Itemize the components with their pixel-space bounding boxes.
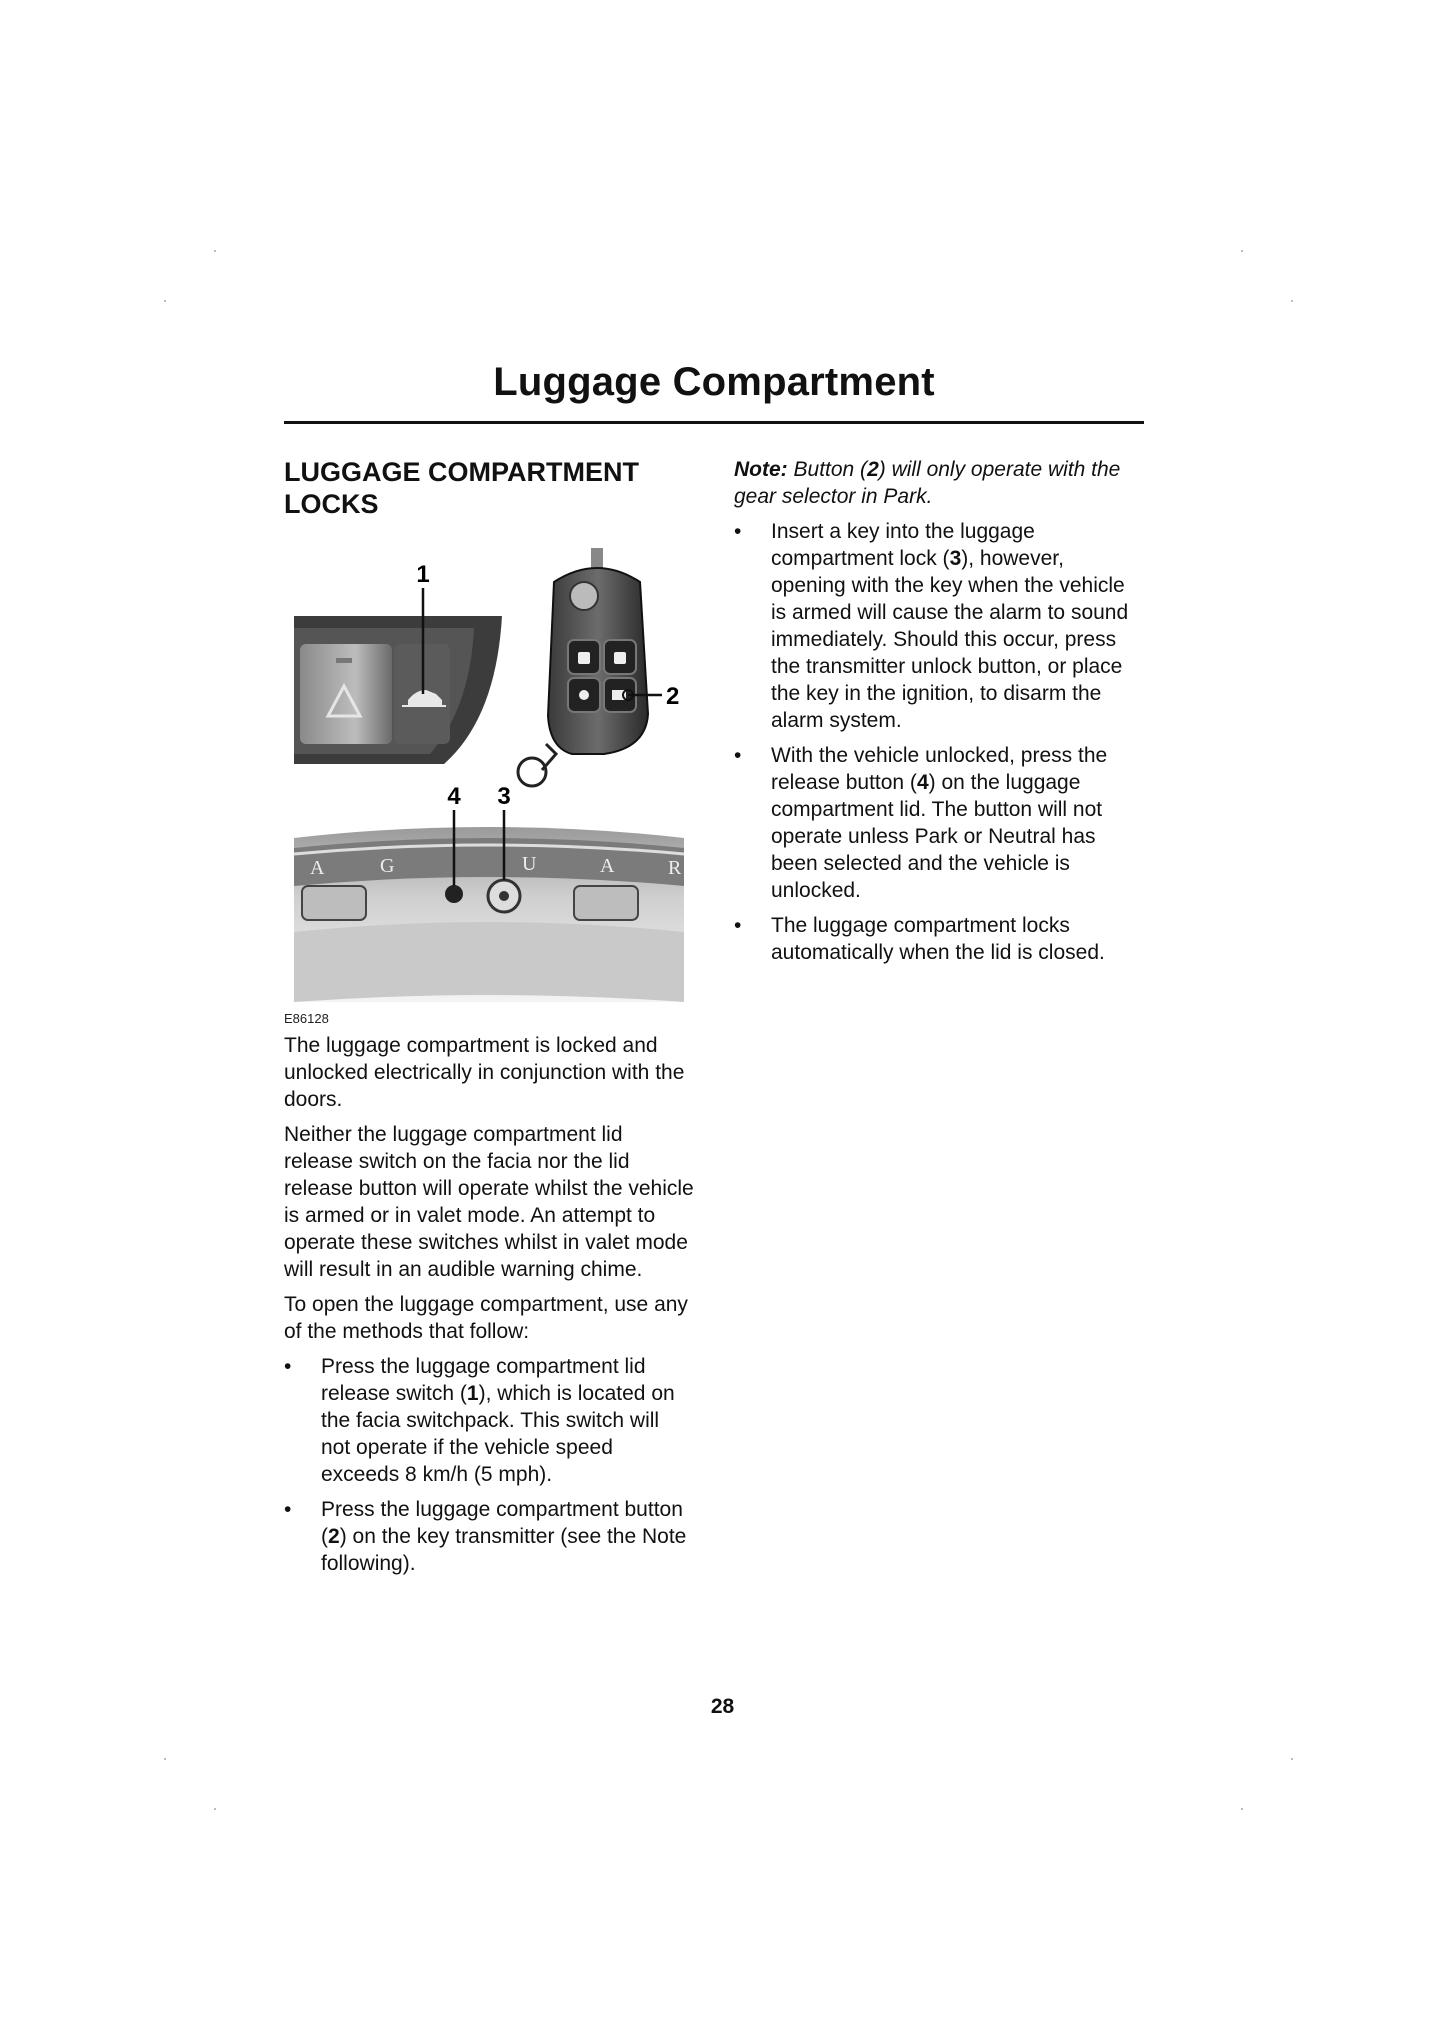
page-title: Luggage Compartment	[493, 360, 935, 404]
callout-3: 3	[497, 783, 511, 810]
trim-mark	[164, 300, 166, 302]
note-label: Note:	[734, 458, 788, 481]
paragraph: To open the luggage compartment, use any of the methods that follow:	[284, 1293, 688, 1343]
trim-mark	[164, 1758, 166, 1760]
section-heading	[284, 456, 704, 520]
bullet: •	[284, 1355, 292, 1378]
paragraph: Neither the luggage compartment lid release switch on the facia nor the lid release button will operate whilst the vehicle is armed or in valet mode. An attempt to operate these switches whilst in valet mode will result in an audible warning chime.	[284, 1123, 694, 1281]
section-heading-line1: LUGGAGE COMPARTMENT	[284, 457, 639, 487]
bullet: •	[734, 520, 742, 543]
figure-caption: E86128	[284, 1011, 329, 1026]
luggage-lid	[294, 827, 684, 1002]
facia-switchpack	[294, 616, 502, 764]
badge-letter: G	[380, 855, 395, 877]
badge-letter: A	[600, 855, 615, 877]
list-item: • Press the luggage compartment button (2) on the key transmitter (see the Note following).	[284, 1498, 687, 1575]
section-heading-line2: LOCKS	[284, 489, 379, 519]
badge-letter: R	[668, 857, 682, 879]
bullet: •	[734, 914, 742, 937]
right-column	[734, 456, 1144, 974]
left-column	[284, 1032, 694, 1585]
trim-mark	[1241, 1808, 1243, 1810]
paragraph: The luggage compartment is locked and unlocked electrically in conjunction with the doors.	[284, 1034, 685, 1111]
badge-letter: A	[310, 857, 325, 879]
illustration-svg	[284, 548, 694, 1024]
page-number: 28	[710, 1695, 735, 1718]
luggage-lock-illustration	[284, 548, 694, 1024]
list-item: • Insert a key into the luggage compartment lock (3), however, opening with the key when the vehicle is armed will cause the alarm to sound immediately. Should this occur, press the transmitter unlock button, or place the key in the ignition, to disarm the alarm system.	[734, 520, 1129, 732]
trim-mark	[1241, 250, 1243, 252]
note: Note: Button (2) will only operate with the gear selector in Park.	[734, 458, 1121, 508]
callout-1: 1	[416, 561, 430, 588]
methods-list	[284, 1353, 694, 1577]
badge-letter: U	[522, 853, 537, 875]
trim-mark	[1291, 300, 1293, 302]
key-transmitter	[518, 548, 648, 786]
list-item: • With the vehicle unlocked, press the release button (4) on the luggage compartment lid. The button will not operate unless Park or Neutral has been selected and the vehicle is unlocked.	[734, 744, 1108, 902]
list-item: • The luggage compartment locks automatically when the lid is closed.	[734, 914, 1105, 964]
title-rule	[284, 421, 1144, 424]
trim-mark	[214, 1808, 216, 1810]
bullet: •	[284, 1498, 292, 1521]
bullet: •	[734, 744, 742, 767]
list-item: • Press the luggage compartment lid release switch (1), which is located on the facia switchpack. This switch will not operate if the vehicle speed exceeds 8 km/h (5 mph).	[284, 1355, 675, 1486]
callout-4: 4	[447, 783, 461, 810]
instructions-list	[734, 518, 1144, 966]
callout-2: 2	[666, 683, 680, 710]
trim-mark	[214, 250, 216, 252]
trim-mark	[1291, 1758, 1293, 1760]
